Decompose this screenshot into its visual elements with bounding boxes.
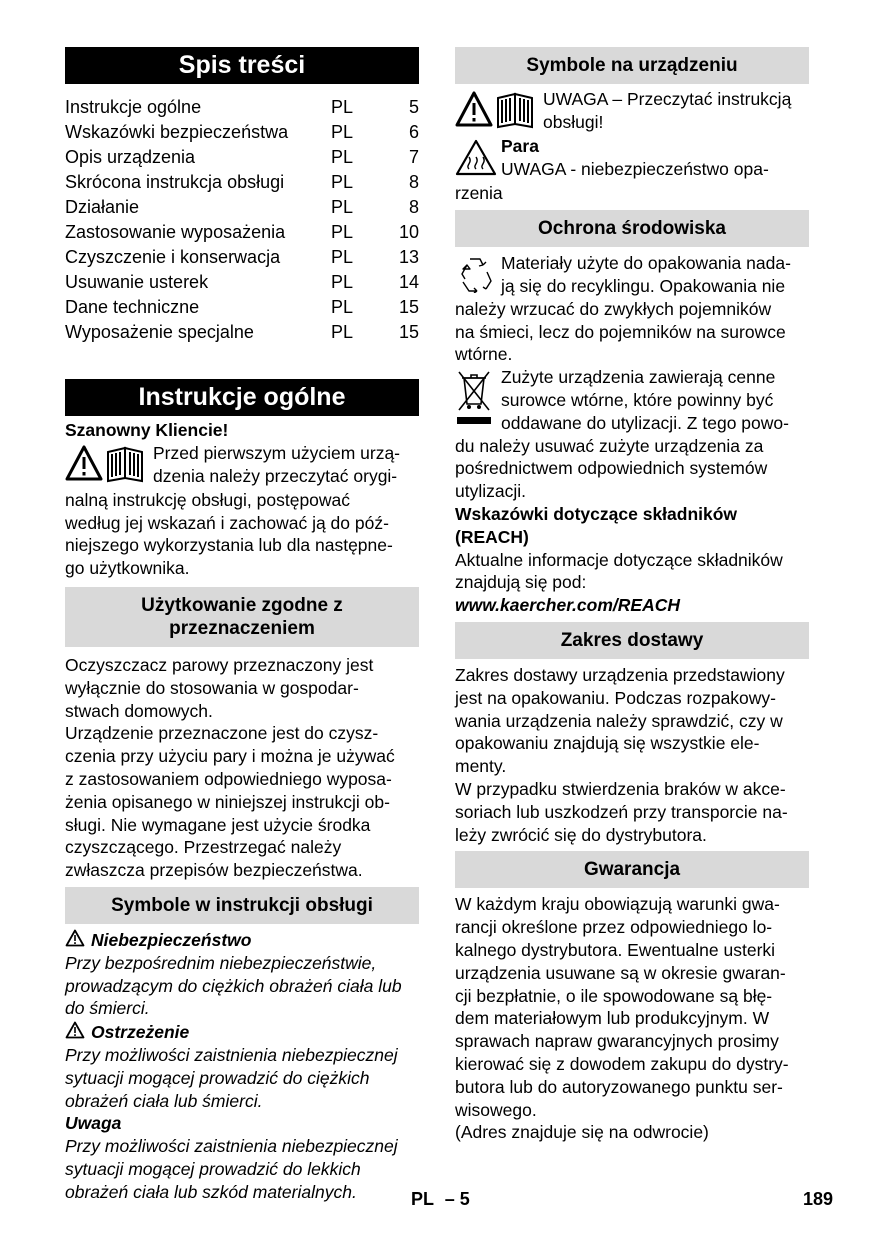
danger-line: prowadzącym do ciężkich obrażeń ciała lub bbox=[65, 975, 402, 996]
danger-label: Niebezpieczeństwo bbox=[91, 929, 252, 950]
disposal-line: utylizacji. bbox=[455, 481, 526, 502]
toc-entry-title: Instrukcje ogólne bbox=[65, 97, 202, 117]
disposal-paragraph bbox=[455, 366, 809, 503]
intended-line: Oczyszczacz parowy przeznaczony jest bbox=[65, 654, 374, 675]
delivery-line: Zakres dostawy urządzenia przedstawiony bbox=[455, 664, 785, 685]
warranty-line: kierować się z dowodem zakupu do dystry- bbox=[455, 1053, 789, 1074]
recycling-icon bbox=[455, 255, 495, 298]
intro-line: Przed pierwszym użyciem urzą- bbox=[153, 442, 400, 463]
toc-entry-title: Opis urządzenia bbox=[65, 147, 196, 167]
toc-entry-lang: PL bbox=[331, 222, 354, 242]
steam-line: UWAGA - niebezpieczeństwo opa- bbox=[501, 158, 769, 179]
disposal-line: Zużyte urządzenia zawierają cenne bbox=[501, 367, 776, 388]
reach-url-link[interactable]: www.kaercher.com/REACH bbox=[455, 595, 680, 616]
delivery-line: jest na opakowaniu. Podczas rozpakowy- bbox=[455, 687, 777, 708]
environment-heading: Ochrona środowiska bbox=[455, 210, 809, 247]
warranty-line: urządzenia usuwane są w okresie gwaran- bbox=[455, 962, 786, 983]
delivery-line: leży zwrócić się do dystrybutora. bbox=[455, 824, 707, 845]
caution-line: obrażeń ciała lub szkód materialnych. bbox=[65, 1181, 357, 1202]
toc-entry-title: Działanie bbox=[65, 197, 140, 217]
toc-row[interactable] bbox=[65, 270, 419, 295]
footer-dash: – bbox=[444, 1189, 455, 1209]
footer-section: PL bbox=[411, 1189, 434, 1209]
toc-entry-lang: PL bbox=[331, 297, 354, 317]
toc-entry-title: Wyposażenie specjalne bbox=[65, 322, 254, 342]
intended-line: Urządzenie przeznaczone jest do czysz- bbox=[65, 723, 379, 744]
delivery-line: menty. bbox=[455, 756, 507, 777]
heading-line: przeznaczeniem bbox=[169, 617, 315, 639]
intended-line: czyszczącego. Przestrzegać należy bbox=[65, 837, 342, 858]
disposal-line: surowce wtórne, które powinny być bbox=[501, 389, 774, 410]
warranty-line: cji bezpłatnie, o ile spowodowane są błę- bbox=[455, 985, 773, 1006]
manual-book-icon bbox=[498, 94, 532, 127]
toc-entry-lang: PL bbox=[331, 172, 354, 192]
read-line: UWAGA – Przeczytać instrukcją bbox=[543, 89, 792, 109]
warranty-line: rancji określone przez odpowiedniego lo- bbox=[455, 917, 773, 938]
reach-line: Aktualne informacje dotyczące składników bbox=[455, 549, 783, 570]
toc-row[interactable] bbox=[65, 295, 419, 320]
delivery-line: wania urządzenia należy sprawdzić, czy w bbox=[455, 710, 783, 731]
warranty-line: W każdym kraju obowiązują warunki gwa- bbox=[455, 894, 780, 915]
intended-use-paragraph bbox=[65, 654, 419, 882]
steam-row bbox=[455, 135, 809, 205]
intro-paragraph bbox=[65, 442, 419, 580]
intended-line: stwach domowych. bbox=[65, 700, 213, 721]
read-line: obsługi! bbox=[543, 111, 604, 132]
packaging-line: ją się do recyklingu. Opakowania nie bbox=[501, 275, 786, 296]
warning-triangle-icon bbox=[67, 447, 101, 479]
caution-line: Przy możliwości zaistnienia niebezpiecznej bbox=[65, 1136, 398, 1157]
footer-section-number: 5 bbox=[459, 1189, 470, 1209]
toc-entry-title: Skrócona instrukcja obsługi bbox=[65, 172, 285, 192]
warranty-line: kalnego dystrybutora. Ewentualne usterki bbox=[455, 939, 776, 960]
caution-label: Uwaga bbox=[65, 1113, 122, 1134]
intended-line: zwłaszcza przepisów bezpieczeństwa. bbox=[65, 860, 363, 881]
warranty-paragraph bbox=[455, 893, 809, 1144]
delivery-line: W przypadku stwierdzenia braków w akce- bbox=[455, 778, 786, 799]
device-read-row bbox=[455, 88, 809, 134]
toc-entry-page: 15 bbox=[398, 297, 419, 317]
delivery-paragraph bbox=[455, 664, 809, 846]
warranty-line: sprawach napraw gwarancyjnych prosimy bbox=[455, 1031, 779, 1052]
general-heading: Instrukcje ogólne bbox=[65, 379, 419, 416]
toc-entry-lang: PL bbox=[331, 322, 354, 342]
warranty-line: dem materiałowym lub produkcyjnym. W bbox=[455, 1008, 770, 1029]
warning-line: Przy możliwości zaistnienia niebezpiecznej bbox=[65, 1044, 398, 1065]
toc-entry-page: 13 bbox=[398, 247, 419, 267]
toc-row[interactable] bbox=[65, 145, 419, 170]
toc-entry-title: Usuwanie usterek bbox=[65, 272, 209, 292]
page-number: 189 bbox=[803, 1189, 834, 1209]
steam-line: rzenia bbox=[455, 183, 503, 203]
manual-symbols-body bbox=[65, 929, 419, 1204]
delivery-line: opakowaniu znajdują się wszystkie ele- bbox=[455, 733, 760, 754]
warranty-line: butora lub do autoryzowanego punktu ser- bbox=[455, 1076, 783, 1097]
warning-manual-icon-group bbox=[455, 90, 537, 135]
heading-line: Użytkowanie zgodne z bbox=[141, 594, 343, 616]
intro-line: dzenia należy przeczytać orygi- bbox=[153, 465, 398, 486]
toc-entry-page: 5 bbox=[408, 97, 419, 117]
intended-line: żenia opisanego w niniejszej instrukcji ob- bbox=[65, 791, 390, 812]
steam-warning-icon bbox=[455, 139, 497, 182]
warning-text bbox=[65, 1044, 419, 1112]
toc-row[interactable] bbox=[65, 120, 419, 145]
warranty-line: wisowego. bbox=[455, 1099, 537, 1120]
intended-line: z zastosowaniem odpowiedniego wyposa- bbox=[65, 768, 392, 789]
toc-entry-lang: PL bbox=[331, 197, 354, 217]
toc-row[interactable] bbox=[65, 195, 419, 220]
intended-use-heading bbox=[65, 587, 419, 647]
danger-triangle-icon bbox=[65, 929, 85, 947]
toc-row[interactable] bbox=[65, 320, 419, 345]
danger-line: Przy bezpośrednim niebezpieczeństwie, bbox=[65, 952, 377, 973]
warning-line: sytuacji mogącej prowadzić do ciężkich bbox=[65, 1067, 370, 1088]
packaging-paragraph bbox=[455, 252, 809, 366]
table-of-contents bbox=[65, 95, 419, 345]
toc-heading: Spis treści bbox=[65, 47, 419, 84]
warning-triangle-icon bbox=[457, 93, 491, 125]
intro-line: go użytkownika. bbox=[65, 558, 190, 579]
toc-row[interactable] bbox=[65, 245, 419, 270]
toc-entry-title: Dane techniczne bbox=[65, 297, 200, 317]
footer-section-page bbox=[411, 1188, 470, 1210]
intended-line: czenia przy użyciu pary i można je używać bbox=[65, 746, 395, 767]
packaging-line: na śmieci, lecz do pojemników na surowce bbox=[455, 321, 786, 342]
packaging-line: Materiały użyte do opakowania nada- bbox=[501, 252, 791, 273]
delivery-heading: Zakres dostawy bbox=[455, 622, 809, 659]
toc-entry-page: 15 bbox=[398, 322, 419, 342]
caution-text bbox=[65, 1135, 419, 1203]
disposal-line: oddawane do utylizacji. Z tego powo- bbox=[501, 412, 789, 433]
greeting: Szanowny Kliencie! bbox=[65, 420, 229, 440]
warning-label: Ostrzeżenie bbox=[91, 1022, 190, 1043]
danger-label-row bbox=[65, 929, 419, 952]
warning-triangle-icon bbox=[65, 1021, 85, 1039]
warranty-heading: Gwarancja bbox=[455, 851, 809, 888]
toc-entry-lang: PL bbox=[331, 272, 354, 292]
disposal-line: pośrednictwem odpowiednich systemów bbox=[455, 458, 768, 479]
packaging-line: należy wrzucać do zwykłych pojemników bbox=[455, 298, 772, 319]
manual-book-icon bbox=[108, 448, 142, 481]
caution-line: sytuacji mogącej prowadzić do lekkich bbox=[65, 1158, 361, 1179]
warning-line: obrażeń ciała lub śmierci. bbox=[65, 1090, 263, 1111]
toc-entry-lang: PL bbox=[331, 147, 354, 167]
warning-manual-icon-group bbox=[65, 444, 147, 489]
left-column bbox=[65, 47, 419, 1204]
toc-entry-page: 6 bbox=[408, 122, 419, 142]
manual-symbols-heading: Symbole w instrukcji obsługi bbox=[65, 887, 419, 924]
toc-entry-lang: PL bbox=[331, 97, 354, 117]
toc-entry-title: Czyszczenie i konserwacja bbox=[65, 247, 281, 267]
intended-line: wyłącznie do stosowania w gospodar- bbox=[65, 677, 359, 698]
reach-title: (REACH) bbox=[455, 526, 529, 547]
toc-row[interactable] bbox=[65, 95, 419, 120]
delivery-line: soriach lub uszkodzeń przy transporcie na- bbox=[455, 801, 788, 822]
toc-row[interactable] bbox=[65, 220, 419, 245]
toc-entry-title: Zastosowanie wyposażenia bbox=[65, 222, 286, 242]
toc-entry-title: Wskazówki bezpieczeństwa bbox=[65, 122, 289, 142]
intro-line: niejszego wykorzystania lub dla następne- bbox=[65, 535, 393, 556]
disposal-line: du należy usuwać zużyte urządzenia za bbox=[455, 435, 764, 456]
toc-entry-page: 14 bbox=[398, 272, 419, 292]
device-symbols-heading: Symbole na urządzeniu bbox=[455, 47, 809, 84]
warranty-line: (Adres znajduje się na odwrocie) bbox=[455, 1122, 709, 1143]
intro-line: według jej wskazań i zachować ją do póź- bbox=[65, 512, 389, 533]
toc-entry-page: 8 bbox=[408, 197, 419, 217]
toc-entry-page: 7 bbox=[408, 147, 419, 167]
toc-entry-page: 10 bbox=[398, 222, 419, 242]
toc-entry-page: 8 bbox=[408, 172, 419, 192]
toc-row[interactable] bbox=[65, 170, 419, 195]
crossed-bin-icon bbox=[455, 368, 493, 433]
reach-title: Wskazówki dotyczące składników bbox=[455, 503, 738, 524]
right-column bbox=[455, 47, 809, 1144]
toc-entry-lang: PL bbox=[331, 247, 354, 267]
packaging-line: wtórne. bbox=[455, 344, 513, 365]
intended-line: sługi. Nie wymagane jest użycie środka bbox=[65, 814, 371, 835]
reach-line: znajdują się pod: bbox=[455, 572, 587, 593]
toc-entry-lang: PL bbox=[331, 122, 354, 142]
danger-line: do śmierci. bbox=[65, 998, 150, 1019]
steam-label: Para bbox=[501, 136, 539, 156]
danger-text bbox=[65, 952, 419, 1020]
warning-label-row bbox=[65, 1021, 419, 1044]
intro-line: nalną instrukcję obsługi, postępować bbox=[65, 489, 351, 510]
